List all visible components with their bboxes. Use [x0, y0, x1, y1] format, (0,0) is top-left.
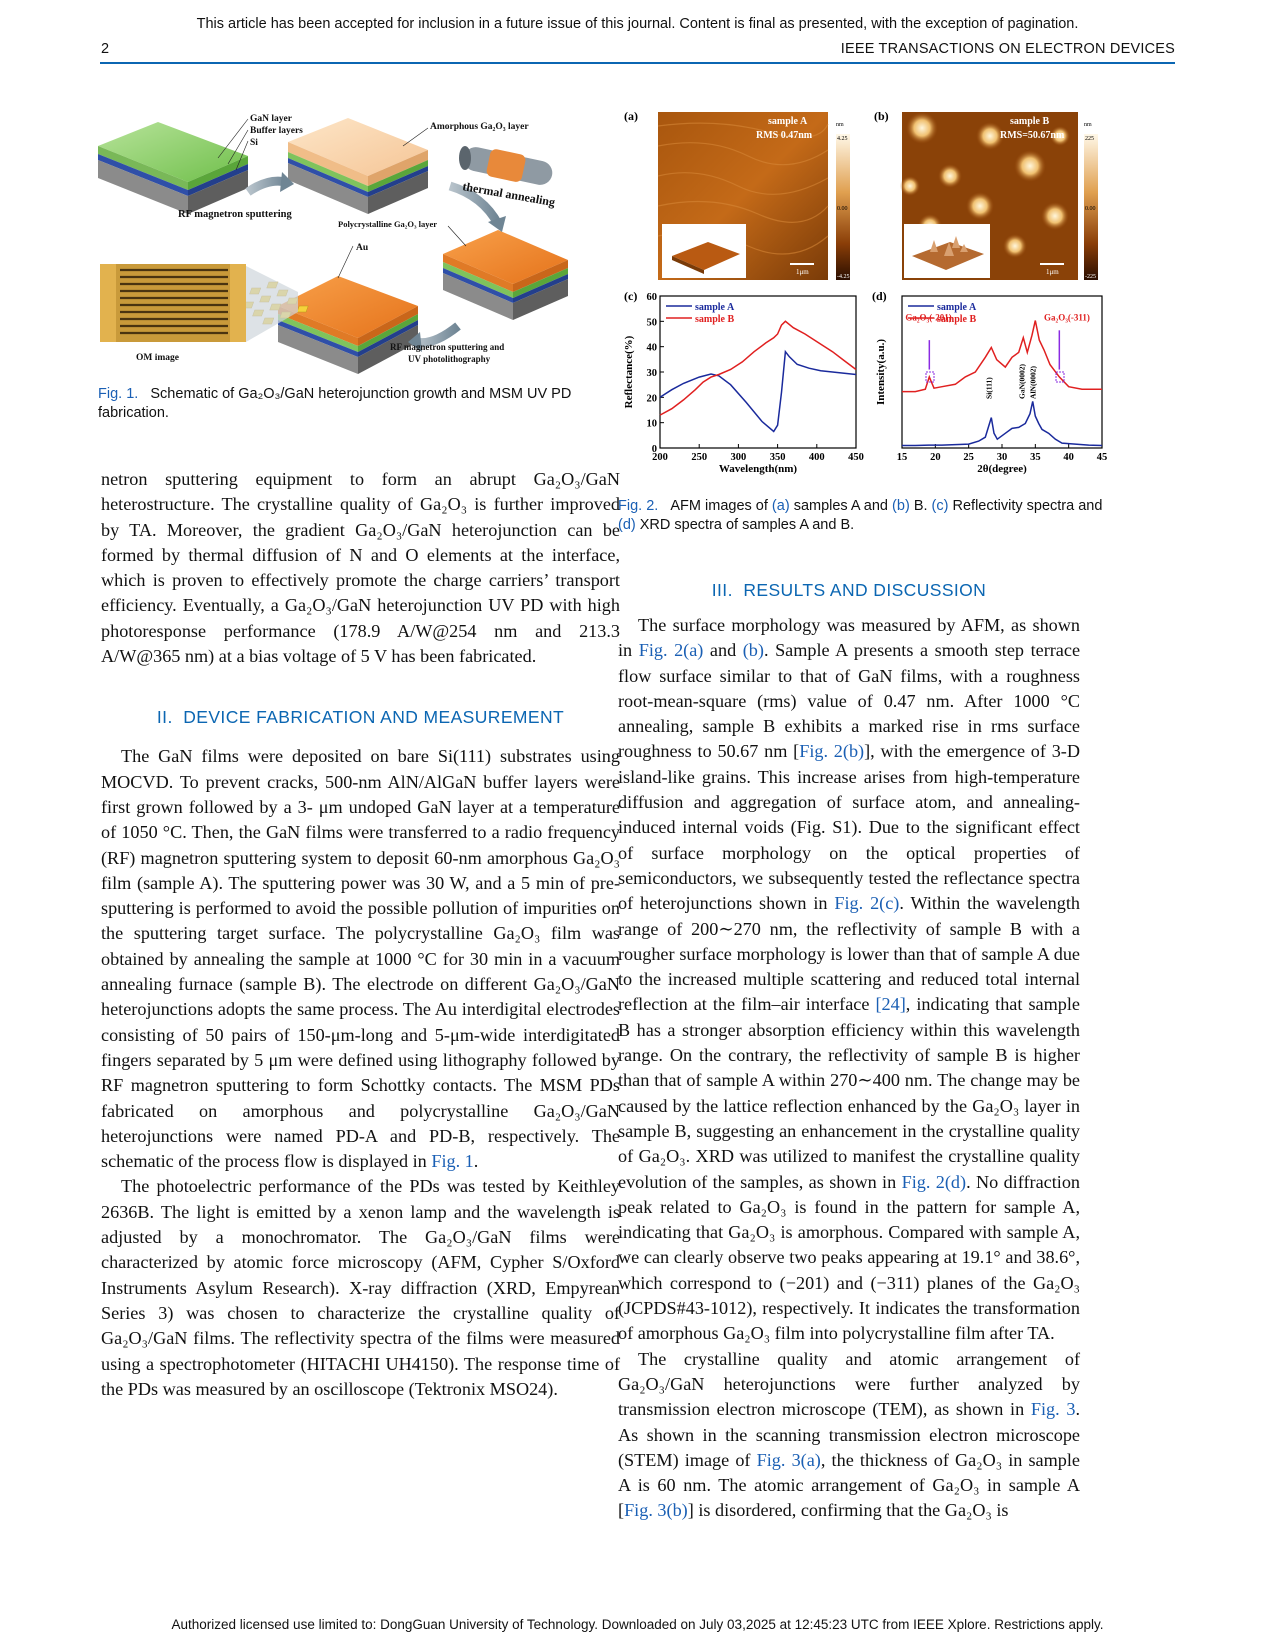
xrd-peak-label: Si(111)	[984, 377, 994, 399]
paragraph-results-2	[618, 1347, 1080, 1524]
results-text: ], with the emergence of 3-D island-like grains. This increase arises from high-temperature diffusion and aggregation of surface atom, and annealing-induced internal voids (Fig. S1). Due to the significant effect of surface morphology on the optical properties of semiconductors, we subsequently tested the reflectance spectra of heterojunctions shown in	[618, 741, 1080, 914]
om-image	[100, 264, 246, 342]
afm-b-cb-mid: 0.00	[1085, 206, 1096, 212]
license-footer: Authorized licensed use limited to: DongGuan University of Technology. Downloaded on July 03,2025 at 12:45:23 UTC from IEEE Xplore. Restrictions apply.	[171, 1617, 1104, 1632]
x-axis-label: Wavelength(nm)	[718, 463, 798, 475]
paragraph-results-1	[618, 613, 1080, 1347]
afm-a-cb-mid: 0.00	[837, 206, 848, 212]
afm-b-rms: RMS=50.67nm	[1000, 130, 1065, 141]
results-text: , indicating that sample B has a stronger absorption efficiency within this wavelength range. On the contrary, the reflectivity of sample B is higher than that of sample A within 270∼400 nm. The change may be caused by the lattice reflection enhanced by the Ga₂O₃ layer in sample B, suggesting an enhancement in the crystalline quality of Ga₂O₃. XRD was utilized to manifest the crystalline quality evolution of the samples, as shown in	[618, 994, 1080, 1192]
x-tick-label: 350	[769, 452, 786, 463]
acceptance-notice: This article has been accepted for inclusion in a future issue of this journal. Content is final as presented, with the exception of pagination.	[196, 16, 1079, 32]
x-tick-label: 35	[1030, 452, 1041, 463]
fig2-caption-text: XRD spectra of samples A and B.	[639, 517, 855, 533]
y-tick-label: 0	[651, 444, 657, 455]
paragraph-fabrication	[101, 744, 620, 1174]
results-text: ] is disordered, confirming that the Ga₂O₃ is	[687, 1500, 1009, 1521]
x-tick-label: 25	[963, 452, 974, 463]
fig2-panel-b-label: (b)	[874, 109, 889, 123]
fig1-label-si: Si	[250, 138, 258, 148]
fig2-caption-ref-c[interactable]: (c)	[931, 498, 949, 514]
section-3-heading	[618, 580, 1080, 601]
figure-2	[618, 106, 1120, 482]
stack-gan-substrate	[98, 122, 248, 214]
section-2-number: II.	[156, 707, 173, 728]
section-3-title: RESULTS AND DISCUSSION	[743, 580, 987, 600]
fig2-caption-ref-d[interactable]: (d)	[618, 517, 636, 533]
page-number: 2	[101, 41, 110, 57]
x-tick-label: 450	[848, 452, 864, 463]
results-text: . Within the wavelength range of 200∼270 nm, the reflectivity of sample B with a rougher surface morphology is lower than that of sample A due to the increased multiple scattering and reduced total internal reflection at the film–air interface	[618, 893, 1081, 1015]
afm-a-cb-bot: -4.25	[837, 274, 850, 280]
ref-fig-2d[interactable]: Fig. 2(d)	[901, 1171, 967, 1192]
afm-a-scalebar: 1μm	[796, 268, 809, 276]
figure-2-caption	[618, 497, 1120, 535]
fig1-caption-text: Schematic of Ga₂O₃/GaN heterojunction growth and MSM UV PD fabrication.	[98, 386, 572, 421]
afm-b-cb-top: 225	[1085, 136, 1094, 142]
section-2-heading	[101, 707, 620, 728]
series-line-sample-b	[660, 321, 856, 415]
results-text: The crystalline quality and atomic arrangement of Ga₂O₃/GaN heterojunctions were further analyzed by transmission electron microscope (TEM), as shown in	[618, 1348, 1080, 1420]
x-tick-label: 300	[730, 452, 747, 463]
fig1-label-au: Au	[356, 243, 369, 253]
fig1-label-gan-layer: GaN layer	[250, 114, 292, 124]
y-tick-label: 50	[646, 317, 657, 329]
fig1-label-amorphous: Amorphous Ga₂O₃ layer	[430, 122, 529, 132]
legend-label: sample A	[937, 302, 977, 313]
journal-name: IEEE TRANSACTIONS ON ELECTRON DEVICES	[840, 41, 1175, 57]
fig1-label-rf-sputtering: RF magnetron sputtering	[178, 209, 292, 220]
results-text: The surface morphology was measured by AFM, as shown in	[618, 615, 1080, 661]
afm-b-scalebar: 1μm	[1046, 268, 1059, 276]
fig2-caption-text: Reflectivity spectra and	[952, 498, 1103, 514]
x-tick-label: 15	[896, 452, 908, 463]
fig2-panel-a-label: (a)	[624, 109, 638, 123]
fig1-label-polycrystalline: Polycrystalline Ga₂O₃ layer	[338, 219, 438, 229]
xrd-chart	[870, 288, 1120, 482]
results-text: , the thickness of Ga₂O₃ in sample A is 60 nm. The atomic arrangement of Ga₂O₃ in sample A [	[618, 1449, 1081, 1521]
y-tick-label: 10	[646, 418, 657, 430]
paragraph-intro-end: netron sputtering equipment to form an abrupt Ga₂O₃/GaN heterostructure. The crystalline quality of Ga₂O₃ is further improved by TA. Moreover, the gradient Ga₂O₃/GaN heterojunction can be formed by thermal diffusion of N and O elements at the interface, which is proven to effectively promote the charge carriers’ transport efficiency. Eventually, a Ga₂O₃/GaN heterojunction UV PD with high photoresponse performance (178.9 A/W@254 nm and 213.3 A/W@365 nm) at a bias voltage of 5 V has been fabricated.	[101, 469, 620, 667]
afm-b-unit: nm	[1084, 122, 1092, 128]
y-axis-label: Intensity(a.u.)	[875, 338, 887, 406]
x-tick-label: 250	[691, 452, 708, 463]
afm-panel-a	[618, 106, 868, 284]
y-tick-label: 20	[646, 393, 657, 405]
fig2-caption-text: samples A and	[793, 498, 889, 514]
figure-1-schematic	[98, 106, 578, 378]
ref-fig-3b[interactable]: Fig. 3(b)	[624, 1500, 688, 1521]
legend-label: sample B	[937, 314, 977, 325]
stack-amorphous	[288, 118, 428, 214]
fig2-panel-d-label: (d)	[872, 289, 887, 303]
afm-b-cb-bot: -225	[1085, 274, 1096, 280]
ref-fig-3a[interactable]: Fig. 3(a)	[756, 1449, 821, 1470]
fig1-label-rf-uv-2: UV photolithography	[408, 354, 491, 364]
x-tick-label: 30	[996, 452, 1008, 463]
fig2-caption-text: B.	[913, 498, 928, 514]
series-line-sample-b	[902, 321, 1102, 392]
section-3-number: III.	[711, 580, 733, 600]
fig2-caption-ref-a[interactable]: (a)	[771, 498, 790, 514]
fig2-panel-c-label: (c)	[624, 289, 638, 303]
fig1-caption-label: Fig. 1.	[98, 386, 139, 402]
ref-fig-2c[interactable]: Fig. 2(c)	[834, 893, 900, 914]
y-tick-label: 40	[646, 342, 657, 354]
x-tick-label: 45	[1096, 452, 1108, 463]
fig1-label-thermal-annealing: thermal annealing	[461, 179, 557, 210]
legend-label: sample A	[695, 302, 735, 313]
right-column	[618, 580, 1080, 1524]
ref-citation-24[interactable]: [24]	[875, 994, 906, 1015]
x-axis-label: 2θ(degree)	[977, 463, 1027, 475]
paragraph-fabrication-end: .	[473, 1151, 479, 1172]
x-tick-label: 20	[930, 452, 941, 463]
results-text: . Sample A presents a smooth step terrace flow surface similar to that of GaN films, with a roughness root-mean-square (rms) value of 0.47 nm. After 1000 °C annealing, sample B exhibits a marked rise in rms surface roughness to 50.67 nm [	[618, 640, 1081, 762]
legend-label: sample B	[695, 314, 735, 325]
series-line-sample-a	[660, 352, 856, 432]
afm-b-sample: sample B	[1010, 116, 1050, 127]
xrd-annotation-311: Ga₂O₃(-311)	[1044, 312, 1090, 323]
x-tick-label: 400	[808, 452, 825, 463]
afm-a-cb-top: 4.25	[837, 136, 848, 142]
y-tick-label: 60	[646, 292, 657, 303]
fig2-caption-text: AFM images of	[670, 498, 768, 514]
y-axis-label: Reflectance(%)	[623, 335, 635, 409]
afm-a-sample: sample A	[768, 116, 808, 127]
x-tick-label: 200	[652, 452, 668, 463]
header-rule	[100, 62, 1175, 64]
xrd-annotation-201: Ga₂O₃(-201)	[905, 312, 952, 323]
series-line-sample-a	[902, 401, 1102, 445]
y-tick-label: 30	[646, 368, 657, 379]
results-text: . As shown in the scanning transmission electron microscope (STEM) image of	[618, 1399, 1080, 1470]
ref-fig-2b[interactable]: (b)	[742, 640, 764, 661]
paragraph-measurement: The photoelectric performance of the PDs was tested by Keithley 2636B. The light is emitted by a xenon lamp and the wavelength is adjusted by a monochromator. The Ga₂O₃/GaN films were characterized by atomic force microscopy (AFM, Cypher S/Oxford Instruments Asylum Research). X-ray diffraction (XRD, Empyrean Series 3) was chosen to characterize the crystalline quality of Ga₂O₃/GaN films. The reflectivity spectra of the films were measured using a spectrophotometer (HITACHI UH4150). The response time of the PDs was measured by an oscilloscope (Tektronix MSO24).	[101, 1176, 620, 1399]
afm-panel-b	[870, 106, 1120, 284]
xrd-peak-label: AlN(0002)	[1028, 366, 1038, 399]
section-2-title: DEVICE FABRICATION AND MEASUREMENT	[183, 707, 565, 728]
results-text: . No diffraction peak related to Ga₂O₃ is found in the pattern for sample A, indicating that Ga₂O₃ is amorphous. Compared with sample A, we can clearly observe two peaks appearing at 19.1° and 38.6°, which correspond to (−201) and (−311) planes of the Ga₂O₃ (JCPDS#43-1012), respectively. It indicates the transformation of amorphous Ga₂O₃ film into polycrystalline film after TA.	[618, 1171, 1081, 1344]
ref-fig-1[interactable]: Fig. 1	[431, 1151, 474, 1172]
fig2-caption-label: Fig. 2.	[618, 498, 659, 514]
results-text: and	[709, 640, 737, 661]
fig2-caption-ref-b[interactable]: (b)	[892, 498, 910, 514]
fig1-label-om-image: OM image	[136, 353, 180, 363]
left-column	[101, 467, 620, 1402]
reflectance-chart	[618, 288, 868, 482]
x-tick-label: 40	[1063, 452, 1074, 463]
xrd-peak-label: GaN(0002)	[1017, 363, 1027, 399]
afm-a-rms: RMS 0.47nm	[756, 130, 813, 141]
paragraph-fabrication-text: The GaN films were deposited on bare Si(111) substrates using MOCVD. To prevent cracks, 500-nm AlN/AlGaN buffer layers were first grown followed by a 3- μm undoped GaN layer at a temperature of 1050 °C. Then, the GaN films were transferred to a radio frequency (RF) magnetron sputtering system to deposit 60-nm amorphous Ga₂O₃ film (sample A). The sputtering power was 30 W, and a 5 min of pre-sputtering is performed to avoid the possible pollution of impurities on the sputtering target surface. The polycrystalline Ga₂O₃ film was obtained by annealing the sample at 1000 °C for 30 min in a vacuum annealing furnace (sample B). The electrode on different Ga₂O₃/GaN heterojunctions adopts the same process. The Au interdigital electrodes consisting of 50 pairs of 150-μm-long and 5-μm-wide interdigitated fingers separated by 5 μm were defined using lithography followed by RF magnetron sputtering to form Schottky contacts. The MSM PDs fabricated on amorphous and polycrystalline Ga₂O₃/GaN heterojunctions were named PD-A and PD-B, respectively. The schematic of the process flow is displayed in	[101, 746, 620, 1172]
ref-fig-2a[interactable]: Fig. 2(a)	[638, 640, 704, 661]
figure-1-caption	[98, 385, 598, 423]
ref-fig-3[interactable]: Fig. 3	[1030, 1399, 1076, 1420]
afm-a-unit: nm	[836, 122, 844, 128]
stack-polycrystalline	[443, 230, 568, 320]
ref-fig-2b-bracket[interactable]: Fig. 2(b)	[799, 741, 865, 762]
fig1-label-buffer-layers: Buffer layers	[250, 126, 303, 136]
fig1-label-rf-uv-1: RF magnetron sputtering and	[390, 342, 505, 352]
